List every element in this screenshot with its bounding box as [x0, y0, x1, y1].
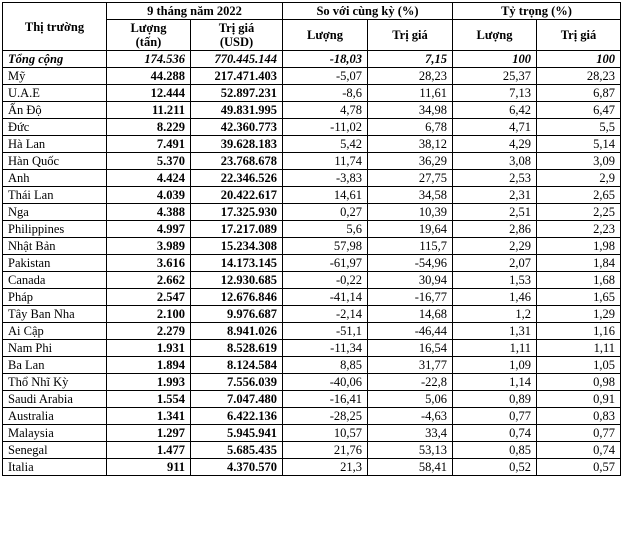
cell-share-quantity: 4,29 — [453, 136, 537, 153]
cell-yoy-value: 16,54 — [368, 340, 453, 357]
cell-value: 22.346.526 — [191, 170, 283, 187]
cell-share-value: 0,91 — [537, 391, 621, 408]
cell-share-value: 2,25 — [537, 204, 621, 221]
cell-yoy-quantity: 10,57 — [283, 425, 368, 442]
cell-value: 4.370.570 — [191, 459, 283, 476]
cell-yoy-quantity: 5,42 — [283, 136, 368, 153]
cell-share-value: 0,83 — [537, 408, 621, 425]
table-row — [3, 119, 621, 136]
cell-market: Thái Lan — [3, 187, 107, 204]
cell-share-quantity: 0,77 — [453, 408, 537, 425]
cell-share-value: 1,05 — [537, 357, 621, 374]
cell-share-quantity: 4,71 — [453, 119, 537, 136]
cell-yoy-quantity: 14,61 — [283, 187, 368, 204]
table-row — [3, 425, 621, 442]
market-statistics-table — [2, 2, 621, 476]
table-body — [3, 51, 621, 476]
table-row — [3, 323, 621, 340]
cell-yoy-quantity: 4,78 — [283, 102, 368, 119]
cell-value: 20.422.617 — [191, 187, 283, 204]
cell-market: U.A.E — [3, 85, 107, 102]
cell-quantity: 7.491 — [107, 136, 191, 153]
cell-yoy-quantity: -11,02 — [283, 119, 368, 136]
cell-market: Hà Lan — [3, 136, 107, 153]
cell-market: Nga — [3, 204, 107, 221]
cell-share-quantity: 1,53 — [453, 272, 537, 289]
cell-share-value: 1,65 — [537, 289, 621, 306]
cell-yoy-quantity: 57,98 — [283, 238, 368, 255]
cell-share-value: 1,29 — [537, 306, 621, 323]
cell-quantity: 3.616 — [107, 255, 191, 272]
cell-market: Nam Phi — [3, 340, 107, 357]
cell-quantity: 1.477 — [107, 442, 191, 459]
cell-yoy-quantity: -16,41 — [283, 391, 368, 408]
header-text-line2: (USD) — [219, 35, 254, 49]
table-row — [3, 374, 621, 391]
table-row — [3, 306, 621, 323]
cell-share-value: 5,5 — [537, 119, 621, 136]
cell-share-quantity: 0,74 — [453, 425, 537, 442]
cell-value: 52.897.231 — [191, 85, 283, 102]
cell-value: 17.325.930 — [191, 204, 283, 221]
header-group-row — [3, 3, 621, 20]
cell-share-value: 2,9 — [537, 170, 621, 187]
cell-yoy-quantity: 21,3 — [283, 459, 368, 476]
column-header-share-quantity: Lượng — [453, 20, 537, 51]
cell-quantity: 1.993 — [107, 374, 191, 391]
cell-share-quantity: 7,13 — [453, 85, 537, 102]
cell-yoy-quantity: 11,74 — [283, 153, 368, 170]
table-row — [3, 442, 621, 459]
cell-share-value: 1,84 — [537, 255, 621, 272]
cell-market: Mỹ — [3, 68, 107, 85]
cell-value: 42.360.773 — [191, 119, 283, 136]
cell-yoy-quantity: -18,03 — [283, 51, 368, 68]
cell-market: Senegal — [3, 442, 107, 459]
table-row — [3, 408, 621, 425]
cell-quantity: 3.989 — [107, 238, 191, 255]
table-row — [3, 391, 621, 408]
cell-share-quantity: 6,42 — [453, 102, 537, 119]
column-header-share: Tỷ trọng (%) — [453, 3, 621, 20]
cell-yoy-quantity: 5,6 — [283, 221, 368, 238]
cell-share-value: 28,23 — [537, 68, 621, 85]
table-row — [3, 68, 621, 85]
cell-share-quantity: 2,53 — [453, 170, 537, 187]
cell-yoy-quantity: 21,76 — [283, 442, 368, 459]
cell-yoy-value: 38,12 — [368, 136, 453, 153]
cell-value: 8.941.026 — [191, 323, 283, 340]
cell-yoy-quantity: -28,25 — [283, 408, 368, 425]
cell-yoy-quantity: 8,85 — [283, 357, 368, 374]
cell-market: Italia — [3, 459, 107, 476]
cell-yoy-value: 11,61 — [368, 85, 453, 102]
cell-value: 17.217.089 — [191, 221, 283, 238]
table-row — [3, 357, 621, 374]
cell-quantity: 8.229 — [107, 119, 191, 136]
cell-yoy-value: -46,44 — [368, 323, 453, 340]
table-row — [3, 255, 621, 272]
cell-yoy-value: 6,78 — [368, 119, 453, 136]
cell-yoy-value: -4,63 — [368, 408, 453, 425]
cell-yoy-value: 28,23 — [368, 68, 453, 85]
cell-share-quantity: 1,2 — [453, 306, 537, 323]
cell-yoy-quantity: -5,07 — [283, 68, 368, 85]
cell-yoy-value: -22,8 — [368, 374, 453, 391]
header-text-line1: Trị giá — [218, 21, 255, 35]
table-row — [3, 170, 621, 187]
cell-share-value: 1,16 — [537, 323, 621, 340]
cell-share-quantity: 100 — [453, 51, 537, 68]
header-text-line2: (tấn) — [135, 35, 162, 49]
cell-share-value: 1,11 — [537, 340, 621, 357]
cell-value: 7.047.480 — [191, 391, 283, 408]
cell-yoy-value: 19,64 — [368, 221, 453, 238]
cell-value: 39.628.183 — [191, 136, 283, 153]
cell-market: Thổ Nhĩ Kỳ — [3, 374, 107, 391]
cell-value: 14.173.145 — [191, 255, 283, 272]
cell-share-quantity: 0,52 — [453, 459, 537, 476]
cell-yoy-value: 14,68 — [368, 306, 453, 323]
cell-share-value: 3,09 — [537, 153, 621, 170]
cell-share-quantity: 1,09 — [453, 357, 537, 374]
cell-value: 8.124.584 — [191, 357, 283, 374]
column-header-yoy-quantity: Lượng — [283, 20, 368, 51]
cell-yoy-quantity: -61,97 — [283, 255, 368, 272]
cell-share-quantity: 25,37 — [453, 68, 537, 85]
table-row — [3, 221, 621, 238]
cell-share-value: 1,98 — [537, 238, 621, 255]
cell-yoy-value: 115,7 — [368, 238, 453, 255]
cell-yoy-quantity: -41,14 — [283, 289, 368, 306]
table-row — [3, 51, 621, 68]
cell-yoy-value: 36,29 — [368, 153, 453, 170]
cell-quantity: 2.279 — [107, 323, 191, 340]
cell-yoy-quantity: -8,6 — [283, 85, 368, 102]
cell-yoy-value: 34,58 — [368, 187, 453, 204]
cell-share-value: 5,14 — [537, 136, 621, 153]
column-header-period-value — [191, 20, 283, 51]
cell-share-quantity: 1,11 — [453, 340, 537, 357]
cell-yoy-value: 33,4 — [368, 425, 453, 442]
cell-quantity: 911 — [107, 459, 191, 476]
cell-quantity: 1.894 — [107, 357, 191, 374]
cell-share-quantity: 1,14 — [453, 374, 537, 391]
table-row — [3, 238, 621, 255]
cell-share-value: 0,98 — [537, 374, 621, 391]
cell-value: 49.831.995 — [191, 102, 283, 119]
cell-value: 15.234.308 — [191, 238, 283, 255]
column-header-market: Thị trường — [3, 3, 107, 51]
cell-quantity: 5.370 — [107, 153, 191, 170]
cell-market: Nhật Bản — [3, 238, 107, 255]
table-row — [3, 136, 621, 153]
table-row — [3, 153, 621, 170]
cell-share-value: 6,47 — [537, 102, 621, 119]
cell-yoy-value: 7,15 — [368, 51, 453, 68]
cell-quantity: 1.297 — [107, 425, 191, 442]
table-row — [3, 85, 621, 102]
header-text-line1: Lượng — [130, 21, 167, 35]
cell-share-quantity: 2,29 — [453, 238, 537, 255]
cell-market: Pakistan — [3, 255, 107, 272]
cell-value: 8.528.619 — [191, 340, 283, 357]
table-row — [3, 204, 621, 221]
column-header-period: 9 tháng năm 2022 — [107, 3, 283, 20]
cell-yoy-quantity: -40,06 — [283, 374, 368, 391]
cell-value: 770.445.144 — [191, 51, 283, 68]
cell-quantity: 44.288 — [107, 68, 191, 85]
cell-yoy-value: 58,41 — [368, 459, 453, 476]
table-row — [3, 289, 621, 306]
cell-quantity: 4.039 — [107, 187, 191, 204]
column-header-share-value: Trị giá — [537, 20, 621, 51]
cell-share-value: 1,68 — [537, 272, 621, 289]
cell-market: Malaysia — [3, 425, 107, 442]
cell-quantity: 2.100 — [107, 306, 191, 323]
cell-quantity: 1.931 — [107, 340, 191, 357]
cell-yoy-quantity: -3,83 — [283, 170, 368, 187]
cell-yoy-value: 31,77 — [368, 357, 453, 374]
cell-market: Ấn Độ — [3, 102, 107, 119]
cell-value: 12.676.846 — [191, 289, 283, 306]
column-header-period-quantity — [107, 20, 191, 51]
cell-share-value: 0,57 — [537, 459, 621, 476]
table-row — [3, 272, 621, 289]
cell-share-quantity: 1,31 — [453, 323, 537, 340]
cell-market: Tây Ban Nha — [3, 306, 107, 323]
cell-yoy-value: 53,13 — [368, 442, 453, 459]
cell-yoy-quantity: -2,14 — [283, 306, 368, 323]
cell-value: 12.930.685 — [191, 272, 283, 289]
cell-quantity: 12.444 — [107, 85, 191, 102]
cell-share-quantity: 0,85 — [453, 442, 537, 459]
cell-yoy-value: -54,96 — [368, 255, 453, 272]
cell-share-value: 0,74 — [537, 442, 621, 459]
cell-market: Ai Cập — [3, 323, 107, 340]
cell-value: 7.556.039 — [191, 374, 283, 391]
cell-yoy-value: 27,75 — [368, 170, 453, 187]
cell-quantity: 1.341 — [107, 408, 191, 425]
table-row — [3, 187, 621, 204]
cell-quantity: 11.211 — [107, 102, 191, 119]
cell-share-value: 100 — [537, 51, 621, 68]
cell-yoy-value: 30,94 — [368, 272, 453, 289]
cell-market: Tổng cộng — [3, 51, 107, 68]
cell-quantity: 2.547 — [107, 289, 191, 306]
cell-market: Philippines — [3, 221, 107, 238]
cell-quantity: 2.662 — [107, 272, 191, 289]
cell-share-quantity: 3,08 — [453, 153, 537, 170]
cell-yoy-quantity: -0,22 — [283, 272, 368, 289]
cell-share-value: 6,87 — [537, 85, 621, 102]
cell-market: Pháp — [3, 289, 107, 306]
cell-yoy-value: 10,39 — [368, 204, 453, 221]
cell-quantity: 1.554 — [107, 391, 191, 408]
cell-quantity: 4.388 — [107, 204, 191, 221]
cell-value: 6.422.136 — [191, 408, 283, 425]
cell-market: Australia — [3, 408, 107, 425]
cell-share-value: 0,77 — [537, 425, 621, 442]
cell-share-quantity: 2,51 — [453, 204, 537, 221]
cell-quantity: 4.997 — [107, 221, 191, 238]
cell-value: 23.768.678 — [191, 153, 283, 170]
cell-share-quantity: 1,46 — [453, 289, 537, 306]
cell-yoy-value: 34,98 — [368, 102, 453, 119]
cell-share-quantity: 2,07 — [453, 255, 537, 272]
cell-value: 217.471.403 — [191, 68, 283, 85]
cell-yoy-value: 5,06 — [368, 391, 453, 408]
cell-market: Canada — [3, 272, 107, 289]
cell-quantity: 4.424 — [107, 170, 191, 187]
table-header — [3, 3, 621, 51]
column-header-yoy: So với cùng kỳ (%) — [283, 3, 453, 20]
table-row — [3, 102, 621, 119]
cell-market: Saudi Arabia — [3, 391, 107, 408]
cell-market: Đức — [3, 119, 107, 136]
cell-share-quantity: 2,86 — [453, 221, 537, 238]
cell-value: 9.976.687 — [191, 306, 283, 323]
column-header-yoy-value: Trị giá — [368, 20, 453, 51]
cell-value: 5.685.435 — [191, 442, 283, 459]
cell-quantity: 174.536 — [107, 51, 191, 68]
table-row — [3, 459, 621, 476]
cell-share-value: 2,23 — [537, 221, 621, 238]
cell-share-quantity: 2,31 — [453, 187, 537, 204]
cell-share-quantity: 0,89 — [453, 391, 537, 408]
cell-yoy-quantity: -11,34 — [283, 340, 368, 357]
cell-market: Ba Lan — [3, 357, 107, 374]
cell-yoy-quantity: -51,1 — [283, 323, 368, 340]
cell-share-value: 2,65 — [537, 187, 621, 204]
cell-market: Hàn Quốc — [3, 153, 107, 170]
cell-yoy-value: -16,77 — [368, 289, 453, 306]
cell-market: Anh — [3, 170, 107, 187]
cell-value: 5.945.941 — [191, 425, 283, 442]
cell-yoy-quantity: 0,27 — [283, 204, 368, 221]
table-row — [3, 340, 621, 357]
